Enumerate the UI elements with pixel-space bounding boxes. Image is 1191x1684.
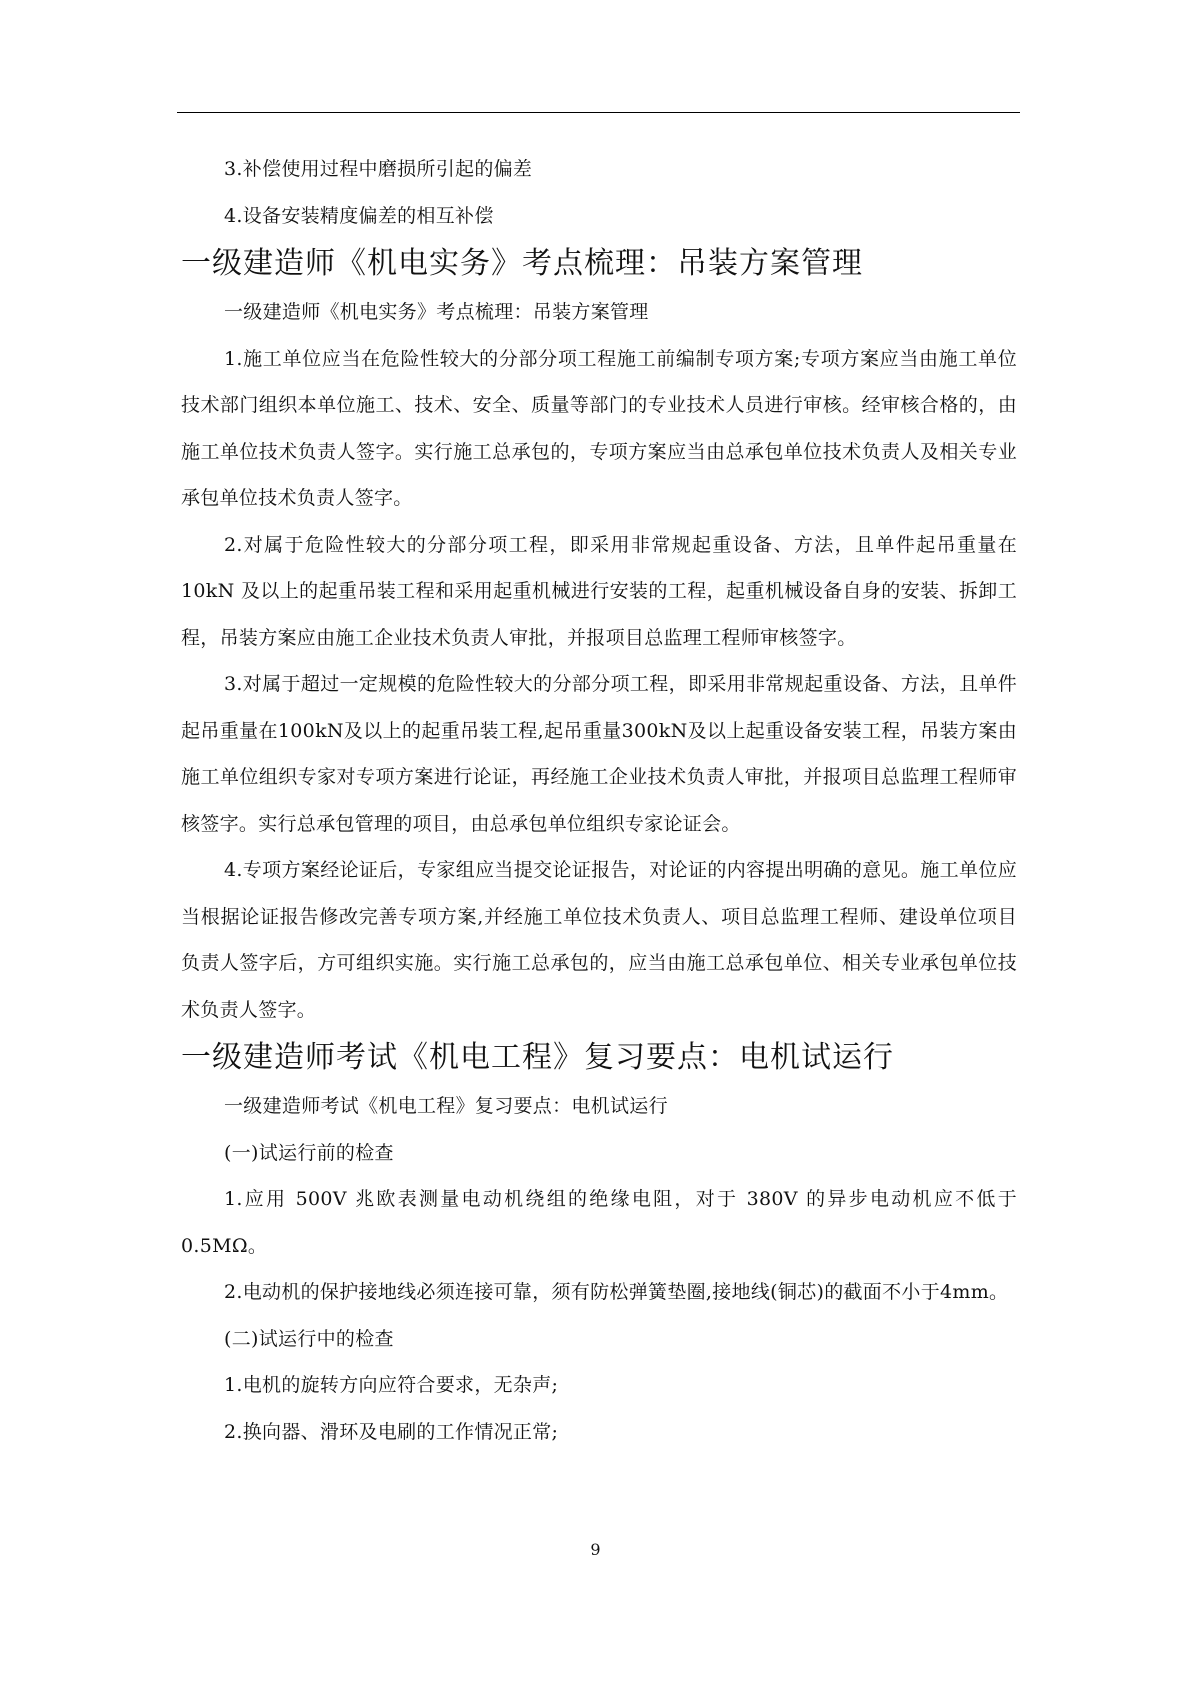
section-subtitle: 一级建造师考试《机电工程》复习要点：电机试运行: [224, 1095, 668, 1117]
subsection-heading: (二)试运行中的检查: [224, 1327, 394, 1350]
paragraph: 1.应用 500V 兆欧表测量电动机绕组的绝缘电阻，对于 380V 的异步电动机应不低于0.5MΩ。: [181, 1188, 1017, 1257]
paragraph: 2.换向器、滑环及电刷的工作情况正常;: [224, 1420, 559, 1443]
paragraph: 4.专项方案经论证后，专家组应当提交论证报告，对论证的内容提出明确的意见。施工单位应当根据论证报告修改完善专项方案,并经施工单位技术负责人、项目总监理工程师、建设单位项目负责人签字后，方可组织实施。实行施工总承包的，应当由施工总承包单位、相关专业承包单位技术负责人签字。: [181, 859, 1017, 1021]
section-heading: 一级建造师考试《机电工程》复习要点：电机试运行: [181, 1040, 894, 1075]
header-rule: [177, 112, 1020, 113]
paragraph: 2.电动机的保护接地线必须连接可靠，须有防松弹簧垫圈,接地线(铜芯)的截面不小于4mm。: [224, 1281, 1009, 1303]
section-heading: 一级建造师《机电实务》考点梳理：吊装方案管理: [181, 246, 863, 281]
paragraph: 2.对属于危险性较大的分部分项工程，即采用非常规起重设备、方法，且单件起吊重量在 10kN 及以上的起重吊装工程和采用起重机械进行安装的工程，起重机械设备自身的安装、拆卸工程，吊装方案应由施工企业技术负责人审批，并报项目总监理工程师审核签字。: [181, 533, 1017, 649]
page-content: [181, 146, 1017, 1455]
page-number: 9: [590, 1540, 601, 1559]
subsection-heading: (一)试运行前的检查: [224, 1141, 394, 1164]
paragraph: 3.对属于超过一定规模的危险性较大的分部分项工程，即采用非常规起重设备、方法，且单件起吊重量在100kN及以上的起重吊装工程,起吊重量300kN及以上起重设备安装工程，吊装方案由施工单位组织专家对专项方案进行论证，再经施工企业技术负责人审批，并报项目总监理工程师审核签字。实行总承包管理的项目，由总承包单位组织专家论证会。: [181, 673, 1017, 835]
text-line: 3.补偿使用过程中磨损所引起的偏差: [224, 158, 533, 180]
section-subtitle: 一级建造师《机电实务》考点梳理：吊装方案管理: [224, 301, 649, 323]
text-line: 4.设备安装精度偏差的相互补偿: [224, 204, 494, 227]
paragraph: 1.电机的旋转方向应符合要求，无杂声;: [224, 1374, 559, 1396]
paragraph: 1.施工单位应当在危险性较大的分部分项工程施工前编制专项方案;专项方案应当由施工单位技术部门组织本单位施工、技术、安全、质量等部门的专业技术人员进行审核。经审核合格的，由施工单位技术负责人签字。实行施工总承包的，专项方案应当由总承包单位技术负责人及相关专业承包单位技术负责人签字。: [181, 347, 1017, 509]
